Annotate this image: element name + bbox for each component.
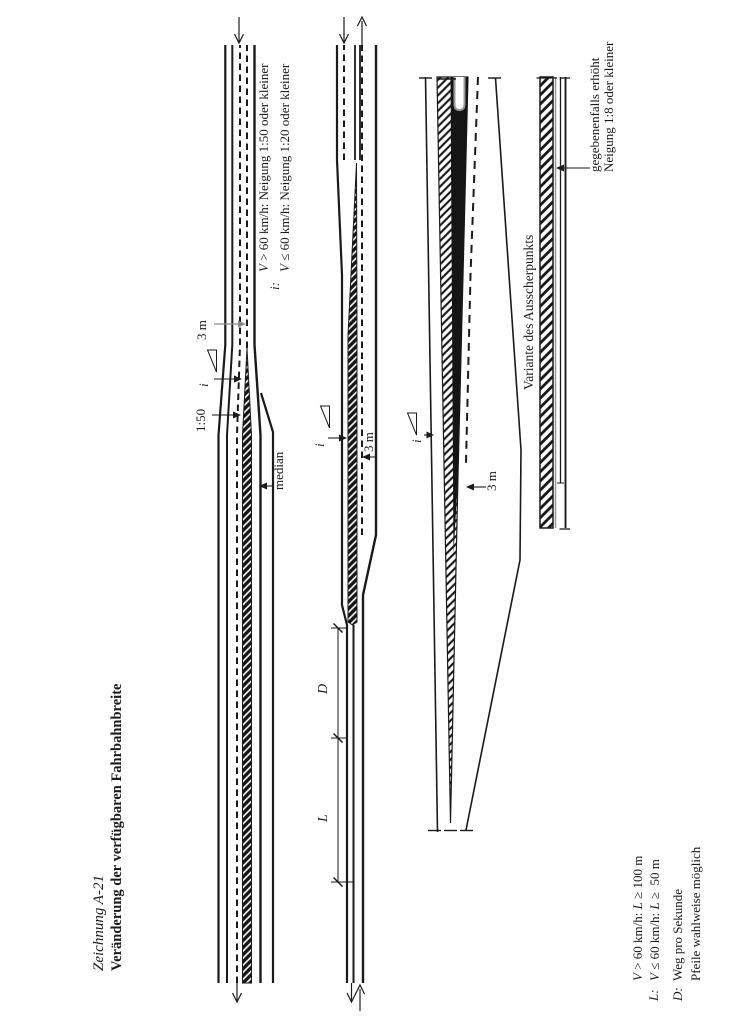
legend-line2-l: L (647, 902, 662, 910)
d2-edge-bottom (363, 45, 376, 983)
d2-arrow-left-up (356, 985, 365, 1011)
slope-legend-label: i: (267, 282, 282, 290)
d2-i-leader (328, 435, 347, 442)
d3-3m-label: 3 m (484, 471, 499, 491)
legend-l-label: L: (646, 989, 661, 1001)
legend-line2-t: ≤ 60 km/h: (647, 912, 662, 970)
d2-slope-triangle-icon (321, 406, 330, 428)
d4-hatch-band (540, 77, 553, 528)
d2-arrow-left-down (347, 983, 356, 1002)
d2-3m-leader (362, 454, 377, 461)
drawing-title: Veränderung der verfügbaren Fahrbahnbreite (109, 683, 125, 971)
road-diagram-3 (408, 77, 522, 832)
d3-i-label: i (409, 439, 424, 443)
slope-legend-line-2 (278, 64, 292, 272)
legend-line1-t: > 60 km/h: (630, 912, 645, 970)
d2-hatch-wedge (348, 163, 357, 625)
road-diagram-4 (537, 77, 591, 529)
legend-d-label: D: (670, 987, 685, 1001)
d3-island (455, 77, 465, 110)
legend-line1-v: V (630, 973, 645, 981)
d2-i-label: i (312, 443, 327, 447)
d1-hatch-wedge (243, 348, 252, 983)
dim-l-label: L (316, 814, 331, 822)
legend-line1-l: L (630, 902, 645, 910)
d1-arrow-left (233, 983, 242, 1002)
d4-title: Variante des Ausscherpunkts (521, 234, 536, 390)
d4-note-line-2: Neigung 1:8 oder kleiner (601, 41, 616, 172)
legend-line-2 (647, 859, 663, 981)
d3-black-band (451, 77, 469, 555)
legend-line2-r: ≥ 50 m (647, 859, 662, 900)
legend-line-1 (630, 856, 646, 981)
legend-line-d (670, 889, 686, 1001)
d1-edge-top (219, 45, 226, 983)
d2-3m-label: 3 m (361, 432, 376, 452)
legend-d-text: Weg pro Sekunde (670, 888, 685, 982)
d1-3m-leader (214, 321, 246, 328)
d3-slope-triangle-icon (408, 413, 417, 435)
d1-i-leader (214, 376, 242, 383)
dimension-line (331, 624, 353, 887)
d3-dashed (466, 77, 478, 463)
d1-i-label: i (196, 383, 211, 387)
d1-line-2 (227, 45, 232, 983)
d1-slope-ratio-label: 1:50 (193, 408, 208, 432)
drawing-number: Zeichnung A-21 (91, 875, 107, 971)
slope-legend-line2-text: ≤ 60 km/h: Neigung 1:20 oder kleiner (277, 63, 292, 261)
d1-slope-triangle-icon (208, 350, 217, 372)
d2-arrow-right-up (358, 17, 367, 45)
d3-3m-leader (466, 484, 486, 491)
d1-median-label: median (271, 451, 286, 490)
legend-line1-r: ≥ 100 m (630, 855, 645, 899)
slope-legend-line1-text: > 60 km/h: Neigung 1:50 oder kleiner (256, 63, 271, 261)
legend-note: Pfeile wahlweise möglich (688, 846, 703, 981)
legend-line2-v: V (647, 973, 662, 981)
d1-arrow-right (235, 17, 244, 43)
slope-legend-line1-var: V (256, 264, 271, 272)
d2-arrow-right-down (340, 17, 349, 43)
road-diagram-2 (321, 17, 378, 1011)
d1-3m-label: 3 m (194, 320, 209, 340)
d1-lane-dashed (237, 45, 240, 983)
d4-note-line-1: gegebenenfalls erhöht (587, 57, 602, 172)
d3-line-top (426, 77, 438, 832)
d3-i-leader (424, 432, 434, 439)
slope-legend-line2-var: V (277, 264, 292, 272)
dim-d-label: D (316, 683, 331, 694)
slope-legend-line-1 (257, 64, 271, 272)
